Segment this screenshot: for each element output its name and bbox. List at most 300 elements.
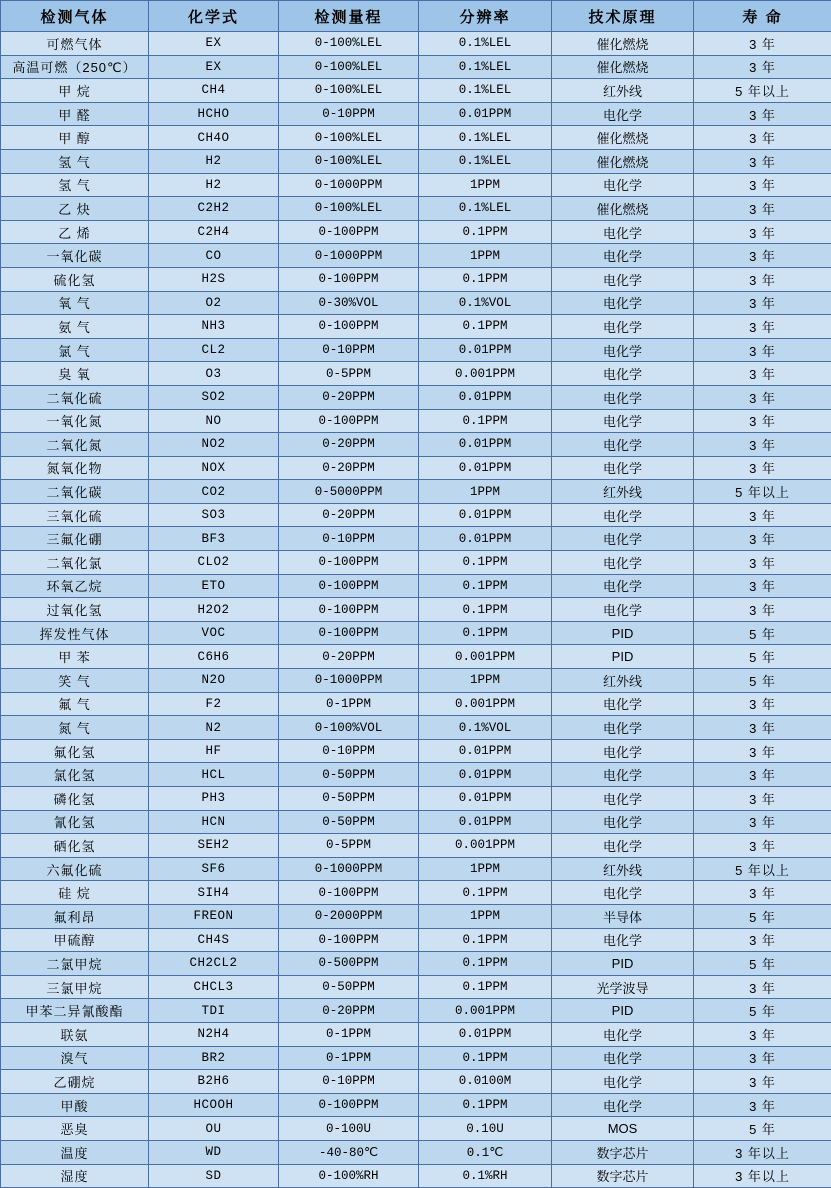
cell-gas: 氟 气	[1, 692, 149, 716]
cell-resolution: 0.001PPM	[419, 645, 552, 669]
cell-range: 0-10PPM	[279, 102, 419, 126]
cell-formula: VOC	[149, 621, 279, 645]
cell-gas: 三氧化硫	[1, 503, 149, 527]
cell-lifespan: 3 年	[694, 928, 831, 952]
cell-principle: 电化学	[552, 503, 694, 527]
table-row	[1, 999, 831, 1023]
cell-range: 0-100PPM	[279, 315, 419, 339]
cell-resolution: 0.1%VOL	[419, 291, 552, 315]
cell-range: 0-100PPM	[279, 928, 419, 952]
cell-gas: 氟化氢	[1, 739, 149, 763]
table-row	[1, 1164, 831, 1188]
cell-range: -40-80℃	[279, 1140, 419, 1164]
cell-lifespan: 3 年	[694, 267, 831, 291]
cell-range: 0-20PPM	[279, 645, 419, 669]
cell-range: 0-100%VOL	[279, 716, 419, 740]
cell-principle: 电化学	[552, 1070, 694, 1094]
cell-formula: CHCL3	[149, 975, 279, 999]
cell-formula: ETO	[149, 574, 279, 598]
cell-formula: PH3	[149, 787, 279, 811]
cell-resolution: 0.1PPM	[419, 1093, 552, 1117]
cell-lifespan: 3 年	[694, 1046, 831, 1070]
cell-range: 0-1000PPM	[279, 173, 419, 197]
table-row	[1, 975, 831, 999]
table-row	[1, 244, 831, 268]
cell-formula: SF6	[149, 857, 279, 881]
table-row	[1, 857, 831, 881]
cell-lifespan: 5 年	[694, 952, 831, 976]
cell-principle: 催化燃烧	[552, 55, 694, 79]
cell-principle: PID	[552, 999, 694, 1023]
cell-range: 0-5PPM	[279, 834, 419, 858]
table-row	[1, 669, 831, 693]
cell-resolution: 0.1℃	[419, 1140, 552, 1164]
table-row	[1, 79, 831, 103]
cell-gas: 磷化氢	[1, 787, 149, 811]
cell-formula: FREON	[149, 904, 279, 928]
cell-gas: 二氧化碳	[1, 480, 149, 504]
cell-gas: 氨 气	[1, 315, 149, 339]
table-row	[1, 598, 831, 622]
cell-range: 0-100PPM	[279, 551, 419, 575]
cell-formula: N2H4	[149, 1022, 279, 1046]
cell-resolution: 0.1%LEL	[419, 197, 552, 221]
cell-range: 0-2000PPM	[279, 904, 419, 928]
cell-lifespan: 5 年	[694, 1117, 831, 1141]
cell-resolution: 0.1PPM	[419, 1046, 552, 1070]
cell-resolution: 0.01PPM	[419, 739, 552, 763]
cell-gas: 三氯甲烷	[1, 975, 149, 999]
table-row	[1, 362, 831, 386]
cell-formula: WD	[149, 1140, 279, 1164]
cell-lifespan: 3 年	[694, 102, 831, 126]
cell-lifespan: 3 年	[694, 810, 831, 834]
cell-lifespan: 5 年	[694, 645, 831, 669]
cell-gas: 联氨	[1, 1022, 149, 1046]
column-header-principle: 技术原理	[552, 1, 694, 32]
cell-gas: 氯 气	[1, 338, 149, 362]
cell-resolution: 0.1PPM	[419, 598, 552, 622]
cell-range: 0-1000PPM	[279, 857, 419, 881]
cell-principle: 电化学	[552, 881, 694, 905]
cell-principle: 电化学	[552, 763, 694, 787]
table-row	[1, 952, 831, 976]
cell-range: 0-500PPM	[279, 952, 419, 976]
cell-lifespan: 3 年	[694, 362, 831, 386]
cell-range: 0-5PPM	[279, 362, 419, 386]
cell-resolution: 0.001PPM	[419, 692, 552, 716]
cell-range: 0-5000PPM	[279, 480, 419, 504]
cell-resolution: 0.1PPM	[419, 574, 552, 598]
cell-range: 0-1PPM	[279, 1022, 419, 1046]
table-row	[1, 1022, 831, 1046]
cell-formula: NO2	[149, 433, 279, 457]
table-body	[1, 32, 831, 1188]
cell-resolution: 1PPM	[419, 857, 552, 881]
cell-lifespan: 3 年	[694, 173, 831, 197]
cell-principle: 电化学	[552, 739, 694, 763]
cell-lifespan: 5 年	[694, 904, 831, 928]
cell-lifespan: 5 年以上	[694, 857, 831, 881]
cell-formula: SD	[149, 1164, 279, 1188]
cell-gas: 环氧乙烷	[1, 574, 149, 598]
cell-principle: 电化学	[552, 598, 694, 622]
cell-formula: F2	[149, 692, 279, 716]
cell-resolution: 1PPM	[419, 173, 552, 197]
cell-gas: 甲硫醇	[1, 928, 149, 952]
cell-resolution: 0.1PPM	[419, 881, 552, 905]
cell-resolution: 0.001PPM	[419, 362, 552, 386]
cell-range: 0-100%LEL	[279, 149, 419, 173]
cell-lifespan: 3 年	[694, 1070, 831, 1094]
cell-formula: CH4O	[149, 126, 279, 150]
cell-lifespan: 5 年	[694, 999, 831, 1023]
cell-principle: 红外线	[552, 669, 694, 693]
cell-formula: SIH4	[149, 881, 279, 905]
cell-lifespan: 3 年以上	[694, 1164, 831, 1188]
table-row	[1, 1070, 831, 1094]
cell-gas: 高温可燃（250℃）	[1, 55, 149, 79]
cell-range: 0-100PPM	[279, 598, 419, 622]
cell-range: 0-100%LEL	[279, 55, 419, 79]
cell-principle: PID	[552, 645, 694, 669]
cell-formula: CH4S	[149, 928, 279, 952]
cell-resolution: 0.1%RH	[419, 1164, 552, 1188]
cell-gas: 乙 烯	[1, 220, 149, 244]
cell-resolution: 0.1PPM	[419, 220, 552, 244]
cell-resolution: 0.1%LEL	[419, 126, 552, 150]
cell-range: 0-50PPM	[279, 763, 419, 787]
cell-lifespan: 3 年	[694, 763, 831, 787]
cell-range: 0-100PPM	[279, 409, 419, 433]
cell-resolution: 0.1PPM	[419, 267, 552, 291]
cell-gas: 氮 气	[1, 716, 149, 740]
cell-range: 0-100PPM	[279, 881, 419, 905]
column-header-range: 检测量程	[279, 1, 419, 32]
cell-formula: HCHO	[149, 102, 279, 126]
cell-gas: 乙 炔	[1, 197, 149, 221]
cell-lifespan: 3 年	[694, 126, 831, 150]
cell-formula: EX	[149, 32, 279, 56]
cell-range: 0-100PPM	[279, 220, 419, 244]
cell-lifespan: 3 年	[694, 149, 831, 173]
cell-lifespan: 5 年	[694, 621, 831, 645]
cell-principle: 电化学	[552, 551, 694, 575]
table-row	[1, 551, 831, 575]
table-row	[1, 1046, 831, 1070]
cell-principle: 电化学	[552, 315, 694, 339]
cell-gas: 氟利昂	[1, 904, 149, 928]
cell-gas: 甲 醛	[1, 102, 149, 126]
cell-lifespan: 3 年	[694, 716, 831, 740]
cell-gas: 过氧化氢	[1, 598, 149, 622]
cell-principle: 电化学	[552, 362, 694, 386]
cell-range: 0-10PPM	[279, 338, 419, 362]
cell-resolution: 0.1PPM	[419, 551, 552, 575]
cell-resolution: 1PPM	[419, 480, 552, 504]
cell-gas: 氢 气	[1, 173, 149, 197]
cell-range: 0-100%RH	[279, 1164, 419, 1188]
cell-principle: 红外线	[552, 857, 694, 881]
table-row	[1, 763, 831, 787]
cell-range: 0-10PPM	[279, 739, 419, 763]
table-row	[1, 692, 831, 716]
cell-gas: 氮氧化物	[1, 456, 149, 480]
table-row	[1, 149, 831, 173]
cell-principle: 电化学	[552, 787, 694, 811]
cell-resolution: 0.01PPM	[419, 433, 552, 457]
cell-principle: PID	[552, 621, 694, 645]
table-row	[1, 480, 831, 504]
cell-gas: 恶臭	[1, 1117, 149, 1141]
cell-range: 0-20PPM	[279, 503, 419, 527]
cell-formula: CH2CL2	[149, 952, 279, 976]
cell-gas: 硫化氢	[1, 267, 149, 291]
cell-range: 0-20PPM	[279, 433, 419, 457]
table-row	[1, 810, 831, 834]
table-header	[1, 1, 831, 32]
cell-lifespan: 3 年	[694, 291, 831, 315]
cell-lifespan: 3 年	[694, 1022, 831, 1046]
cell-resolution: 0.1PPM	[419, 409, 552, 433]
cell-formula: C6H6	[149, 645, 279, 669]
cell-formula: OU	[149, 1117, 279, 1141]
cell-range: 0-20PPM	[279, 385, 419, 409]
cell-formula: H2O2	[149, 598, 279, 622]
cell-resolution: 0.1%LEL	[419, 149, 552, 173]
cell-lifespan: 3 年	[694, 220, 831, 244]
cell-lifespan: 5 年以上	[694, 79, 831, 103]
cell-resolution: 0.1PPM	[419, 315, 552, 339]
cell-range: 0-20PPM	[279, 999, 419, 1023]
cell-formula: O2	[149, 291, 279, 315]
cell-gas: 三氟化硼	[1, 527, 149, 551]
cell-gas: 氰化氢	[1, 810, 149, 834]
cell-resolution: 0.01PPM	[419, 787, 552, 811]
column-header-lifespan: 寿 命	[694, 1, 831, 32]
cell-formula: O3	[149, 362, 279, 386]
cell-range: 0-1PPM	[279, 692, 419, 716]
table-row	[1, 220, 831, 244]
cell-principle: PID	[552, 952, 694, 976]
cell-resolution: 1PPM	[419, 669, 552, 693]
cell-lifespan: 3 年	[694, 527, 831, 551]
cell-lifespan: 3 年	[694, 32, 831, 56]
cell-formula: H2S	[149, 267, 279, 291]
cell-principle: 电化学	[552, 433, 694, 457]
cell-formula: B2H6	[149, 1070, 279, 1094]
cell-range: 0-100%LEL	[279, 197, 419, 221]
cell-formula: CL2	[149, 338, 279, 362]
table-row	[1, 197, 831, 221]
cell-formula: C2H2	[149, 197, 279, 221]
table-header-row	[1, 1, 831, 32]
table-row	[1, 1117, 831, 1141]
cell-gas: 温度	[1, 1140, 149, 1164]
cell-principle: 电化学	[552, 456, 694, 480]
cell-gas: 臭 氧	[1, 362, 149, 386]
cell-resolution: 0.01PPM	[419, 102, 552, 126]
cell-principle: 电化学	[552, 527, 694, 551]
table-row	[1, 385, 831, 409]
cell-formula: BR2	[149, 1046, 279, 1070]
cell-lifespan: 3 年	[694, 409, 831, 433]
cell-lifespan: 3 年	[694, 456, 831, 480]
cell-range: 0-50PPM	[279, 810, 419, 834]
table-row	[1, 787, 831, 811]
cell-formula: CLO2	[149, 551, 279, 575]
cell-lifespan: 3 年	[694, 598, 831, 622]
cell-principle: 电化学	[552, 102, 694, 126]
cell-formula: N2O	[149, 669, 279, 693]
cell-gas: 甲苯二异氰酸酯	[1, 999, 149, 1023]
cell-range: 0-100PPM	[279, 1093, 419, 1117]
cell-lifespan: 3 年	[694, 433, 831, 457]
cell-principle: 半导体	[552, 904, 694, 928]
cell-lifespan: 3 年	[694, 1093, 831, 1117]
cell-range: 0-100%LEL	[279, 126, 419, 150]
table-row	[1, 267, 831, 291]
cell-formula: H2	[149, 149, 279, 173]
table-row	[1, 739, 831, 763]
cell-principle: 数字芯片	[552, 1140, 694, 1164]
cell-principle: 电化学	[552, 220, 694, 244]
cell-resolution: 0.01PPM	[419, 527, 552, 551]
cell-principle: 电化学	[552, 1093, 694, 1117]
cell-formula: EX	[149, 55, 279, 79]
cell-formula: HF	[149, 739, 279, 763]
cell-resolution: 1PPM	[419, 244, 552, 268]
table-row	[1, 904, 831, 928]
cell-principle: 电化学	[552, 692, 694, 716]
cell-gas: 二氯甲烷	[1, 952, 149, 976]
cell-range: 0-30%VOL	[279, 291, 419, 315]
table-row	[1, 456, 831, 480]
cell-gas: 一氧化氮	[1, 409, 149, 433]
cell-resolution: 0.0100M	[419, 1070, 552, 1094]
cell-gas: 一氧化碳	[1, 244, 149, 268]
table-row	[1, 574, 831, 598]
cell-resolution: 0.01PPM	[419, 456, 552, 480]
cell-formula: SO3	[149, 503, 279, 527]
table-row	[1, 621, 831, 645]
table-row	[1, 834, 831, 858]
table-row	[1, 126, 831, 150]
cell-lifespan: 5 年以上	[694, 480, 831, 504]
table-row	[1, 928, 831, 952]
cell-range: 0-100PPM	[279, 621, 419, 645]
cell-formula: NO	[149, 409, 279, 433]
cell-principle: 电化学	[552, 928, 694, 952]
cell-lifespan: 3 年	[694, 834, 831, 858]
cell-range: 0-50PPM	[279, 975, 419, 999]
cell-formula: NH3	[149, 315, 279, 339]
cell-resolution: 0.1PPM	[419, 928, 552, 952]
cell-gas: 二氧化氯	[1, 551, 149, 575]
cell-range: 0-1PPM	[279, 1046, 419, 1070]
cell-lifespan: 3 年	[694, 551, 831, 575]
cell-principle: 电化学	[552, 716, 694, 740]
table-row	[1, 503, 831, 527]
cell-lifespan: 3 年	[694, 503, 831, 527]
cell-principle: MOS	[552, 1117, 694, 1141]
cell-lifespan: 3 年	[694, 197, 831, 221]
cell-principle: 催化燃烧	[552, 126, 694, 150]
cell-principle: 电化学	[552, 291, 694, 315]
cell-lifespan: 3 年	[694, 881, 831, 905]
cell-gas: 湿度	[1, 1164, 149, 1188]
cell-formula: CO2	[149, 480, 279, 504]
cell-lifespan: 3 年	[694, 315, 831, 339]
cell-formula: CO	[149, 244, 279, 268]
cell-lifespan: 3 年	[694, 385, 831, 409]
table-row	[1, 32, 831, 56]
cell-formula: N2	[149, 716, 279, 740]
cell-gas: 甲 烷	[1, 79, 149, 103]
cell-resolution: 0.001PPM	[419, 834, 552, 858]
cell-lifespan: 5 年	[694, 669, 831, 693]
cell-lifespan: 3 年	[694, 975, 831, 999]
cell-resolution: 0.01PPM	[419, 385, 552, 409]
cell-principle: 电化学	[552, 834, 694, 858]
cell-lifespan: 3 年	[694, 55, 831, 79]
table-row	[1, 173, 831, 197]
cell-principle: 电化学	[552, 385, 694, 409]
cell-lifespan: 3 年	[694, 692, 831, 716]
cell-range: 0-20PPM	[279, 456, 419, 480]
cell-gas: 氢 气	[1, 149, 149, 173]
cell-lifespan: 3 年以上	[694, 1140, 831, 1164]
cell-formula: CH4	[149, 79, 279, 103]
cell-formula: HCOOH	[149, 1093, 279, 1117]
table-row	[1, 1093, 831, 1117]
cell-formula: C2H4	[149, 220, 279, 244]
cell-gas: 甲 苯	[1, 645, 149, 669]
cell-range: 0-1000PPM	[279, 669, 419, 693]
cell-gas: 可燃气体	[1, 32, 149, 56]
cell-range: 0-10PPM	[279, 1070, 419, 1094]
table-row	[1, 527, 831, 551]
cell-principle: 电化学	[552, 267, 694, 291]
cell-range: 0-100PPM	[279, 267, 419, 291]
cell-resolution: 0.1%LEL	[419, 79, 552, 103]
table-row	[1, 102, 831, 126]
cell-formula: HCL	[149, 763, 279, 787]
cell-principle: 红外线	[552, 480, 694, 504]
table-row	[1, 409, 831, 433]
cell-resolution: 0.1%LEL	[419, 55, 552, 79]
cell-lifespan: 3 年	[694, 787, 831, 811]
cell-formula: SEH2	[149, 834, 279, 858]
cell-range: 0-100PPM	[279, 574, 419, 598]
cell-gas: 硅 烷	[1, 881, 149, 905]
cell-resolution: 0.001PPM	[419, 999, 552, 1023]
cell-gas: 甲酸	[1, 1093, 149, 1117]
cell-principle: 电化学	[552, 338, 694, 362]
cell-gas: 挥发性气体	[1, 621, 149, 645]
cell-gas: 六氟化硫	[1, 857, 149, 881]
cell-resolution: 0.1%LEL	[419, 32, 552, 56]
column-header-resolution: 分辨率	[419, 1, 552, 32]
cell-range: 0-100%LEL	[279, 79, 419, 103]
cell-principle: 电化学	[552, 244, 694, 268]
cell-gas: 硒化氢	[1, 834, 149, 858]
cell-principle: 催化燃烧	[552, 149, 694, 173]
cell-gas: 溴气	[1, 1046, 149, 1070]
table-row	[1, 338, 831, 362]
table-row	[1, 315, 831, 339]
cell-formula: TDI	[149, 999, 279, 1023]
